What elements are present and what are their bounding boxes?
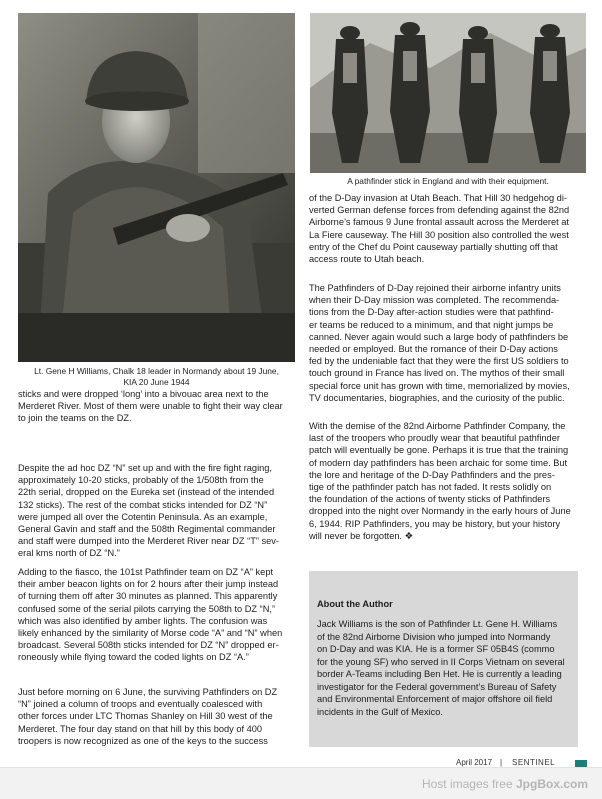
text-line: of modern day pathfinders has been archaic for some time. But: [309, 457, 568, 468]
text-line: needed or employed. But the romance of their D-Day actions: [309, 344, 558, 355]
text-line: General Gavin and staff and the 508th Regimental commander: [18, 524, 276, 535]
text-line: patch will eventually be gone. Perhaps it is true that the training: [309, 445, 569, 456]
text-line: verted German defense forces from defending against the 82nd: [309, 205, 570, 216]
text-line: special force unit has grown with time, memorialized by movies,: [309, 380, 570, 391]
text-line: 6, 1944. RIP Pathfinders, you may be history, but your history: [309, 518, 561, 529]
left-caption-line: Lt. Gene H Williams, Chalk 18 leader in Normandy about 19 June,: [34, 366, 279, 376]
text-line: tige of the pathfinder patch has not faded. It rests solidly on: [309, 482, 552, 493]
paragraph-sticks: [18, 388, 295, 425]
paragraph-adding: [18, 566, 295, 664]
footer-issue-date: April 2017: [456, 758, 493, 767]
text-line: With the demise of the 82nd Airborne Pathfinder Company, the: [309, 421, 566, 431]
text-line: Adding to the fiasco, the 101st Pathfinder team on DZ “A” kept: [18, 567, 274, 577]
paragraph-despite: [18, 462, 295, 560]
text-line: other forces under LTC Thomas Shanley on Hill 30 west of the: [18, 711, 273, 722]
text-line: on D-Day and was KIA. He is a former SF 05B4S (commo: [317, 644, 555, 654]
text-line: of the D-Day invasion at Utah Beach. That Hill 30 hedgehog di-: [309, 193, 567, 203]
text-line: and Environmental Enforcement of major offshore oil field: [317, 694, 553, 704]
text-line: eral kms north of DZ “N.”: [18, 548, 120, 559]
text-line: broadcast. Several 508th sticks intended for DZ “N” dropped er-: [18, 640, 279, 651]
text-line: incidents in the Gulf of Mexico.: [317, 706, 443, 717]
text-line: 22th serial, dropped on the Eureka set (instead of the intended: [18, 487, 275, 498]
text-line: La Fiere causeway. The Hill 30 position also controlled the west: [309, 229, 569, 240]
footer-separator: |: [500, 758, 503, 767]
right-photo-caption: A pathfinder stick in England and with their equipment.: [347, 176, 549, 186]
text-line: the foundation of the actions of twenty sticks of Pathfinders: [309, 494, 551, 505]
text-line: tions from the D-Day after-action studies were that pathfind-: [309, 307, 554, 318]
text-line: dropped into the night over Normandy in the early hours of June: [309, 506, 571, 517]
paragraph-before-morning: [18, 686, 295, 747]
text-line: were jumped all over the Cotentin Peninsula. As an example,: [18, 511, 268, 522]
text-line: Merderet. The four day stand on that hill by this body of 400: [18, 723, 263, 734]
about-author-heading: About the Author: [317, 599, 393, 609]
page-footer: [400, 758, 590, 767]
text-line: and staff were dumped into the Merderet River near DZ “T” sev-: [18, 536, 279, 547]
text-line: which was also identified by amber lights. The confusion was: [18, 615, 268, 626]
text-line: confused some of the serial pilots carrying the 508th to DZ “N,”: [18, 603, 276, 614]
text-line: of the 82nd Airborne Division who jumped into Normandy: [317, 631, 551, 642]
about-author-text: [317, 618, 575, 718]
text-line: Jack Williams is the son of Pathfinder Lt. Gene H. Williams: [317, 619, 558, 629]
text-line: sticks and were dropped ‘long’ into a bivouac area next to the: [18, 389, 269, 399]
host-watermark-text[interactable]: [422, 777, 588, 791]
pathfinder-stick-photo: [310, 13, 586, 173]
left-caption-line: KIA 20 June 1944: [123, 376, 190, 387]
text-line: will never be forgotten. ❖: [309, 530, 413, 541]
text-line: to join the teams on the DZ.: [18, 413, 132, 424]
text-line: Airborne’s famous 9 June frontal assault across the Merderet at: [309, 217, 569, 228]
text-line: border A-Teams including Ben Het. He is currently a leading: [317, 669, 562, 679]
text-line: 132 sticks). The rest of the combat sticks intended for DZ “N”: [18, 499, 268, 510]
text-line: likely enhanced by the similarity of Morse code “A” and “N” when: [18, 628, 283, 639]
text-line: the lore and heritage of the D-Day Pathfinders and the pres-: [309, 469, 555, 480]
pathfinder-stick-image: [310, 13, 586, 173]
text-line: “N” joined a column of troops and eventually coalesced with: [18, 699, 263, 710]
text-line: investigator for the Federal government’s Bureau of Safety: [317, 681, 557, 692]
text-line: fed by the undeniable fact that they were the first US soldiers to: [309, 356, 569, 367]
footer-magazine-name: SENTINEL: [512, 758, 556, 767]
text-line: Merderet River. Most of them were unable to fight their way clear: [18, 401, 283, 412]
soldier-portrait-photo: [18, 13, 295, 362]
left-photo-caption: [18, 366, 295, 387]
text-line: of turning them off after 30 minutes as planned. This apparently: [18, 591, 278, 602]
text-line: TV documentaries, biographies, and the curiosity of the public.: [309, 392, 565, 403]
host-watermark-prefix: Host images free: [421, 777, 516, 791]
text-line: last of the troopers who proudly wear that beautiful pathfinder: [309, 433, 560, 444]
host-watermark-bar: [0, 767, 602, 799]
paragraph-demise: [309, 420, 581, 542]
text-line: canned. Never again would such a large body of pathfinders be: [309, 331, 569, 342]
text-line: for the young SF) who served in II Corps Vietnam on several: [317, 656, 565, 667]
text-line: touch ground in France has lived on. The mythos of their small: [309, 368, 565, 379]
text-line: The Pathfinders of D-Day rejoined their airborne infantry units: [309, 283, 561, 293]
text-line: Despite the ad hoc DZ “N” set up and with the fire fight raging,: [18, 463, 272, 473]
text-line: roneously while flying toward the coded lights on DZ “A.”: [18, 652, 249, 663]
paragraph-pathfinders: [309, 282, 581, 404]
about-author-box: [309, 571, 578, 747]
text-line: er teams be reduced to a minimum, and that night jumps be: [309, 319, 554, 330]
text-line: when their D-Day mission was completed. The recommenda-: [309, 295, 560, 306]
text-line: their amber beacon lights on for 2 hours after their jump instead: [18, 579, 279, 590]
text-line: access route to Utah beach.: [309, 254, 425, 265]
text-line: entry of the Chef du Point causeway partially shutting off that: [309, 241, 558, 252]
paragraph-dday: [309, 192, 581, 265]
soldier-portrait-image: [18, 13, 295, 362]
host-watermark-brand: JpgBox.com: [515, 777, 588, 791]
text-line: Just before morning on 6 June, the surviving Pathfinders on DZ: [18, 687, 278, 697]
text-line: approximately 10-20 sticks, probably of the 1/508th from the: [18, 475, 264, 486]
text-line: troopers is now recognized as one of the keys to the success: [18, 735, 268, 746]
